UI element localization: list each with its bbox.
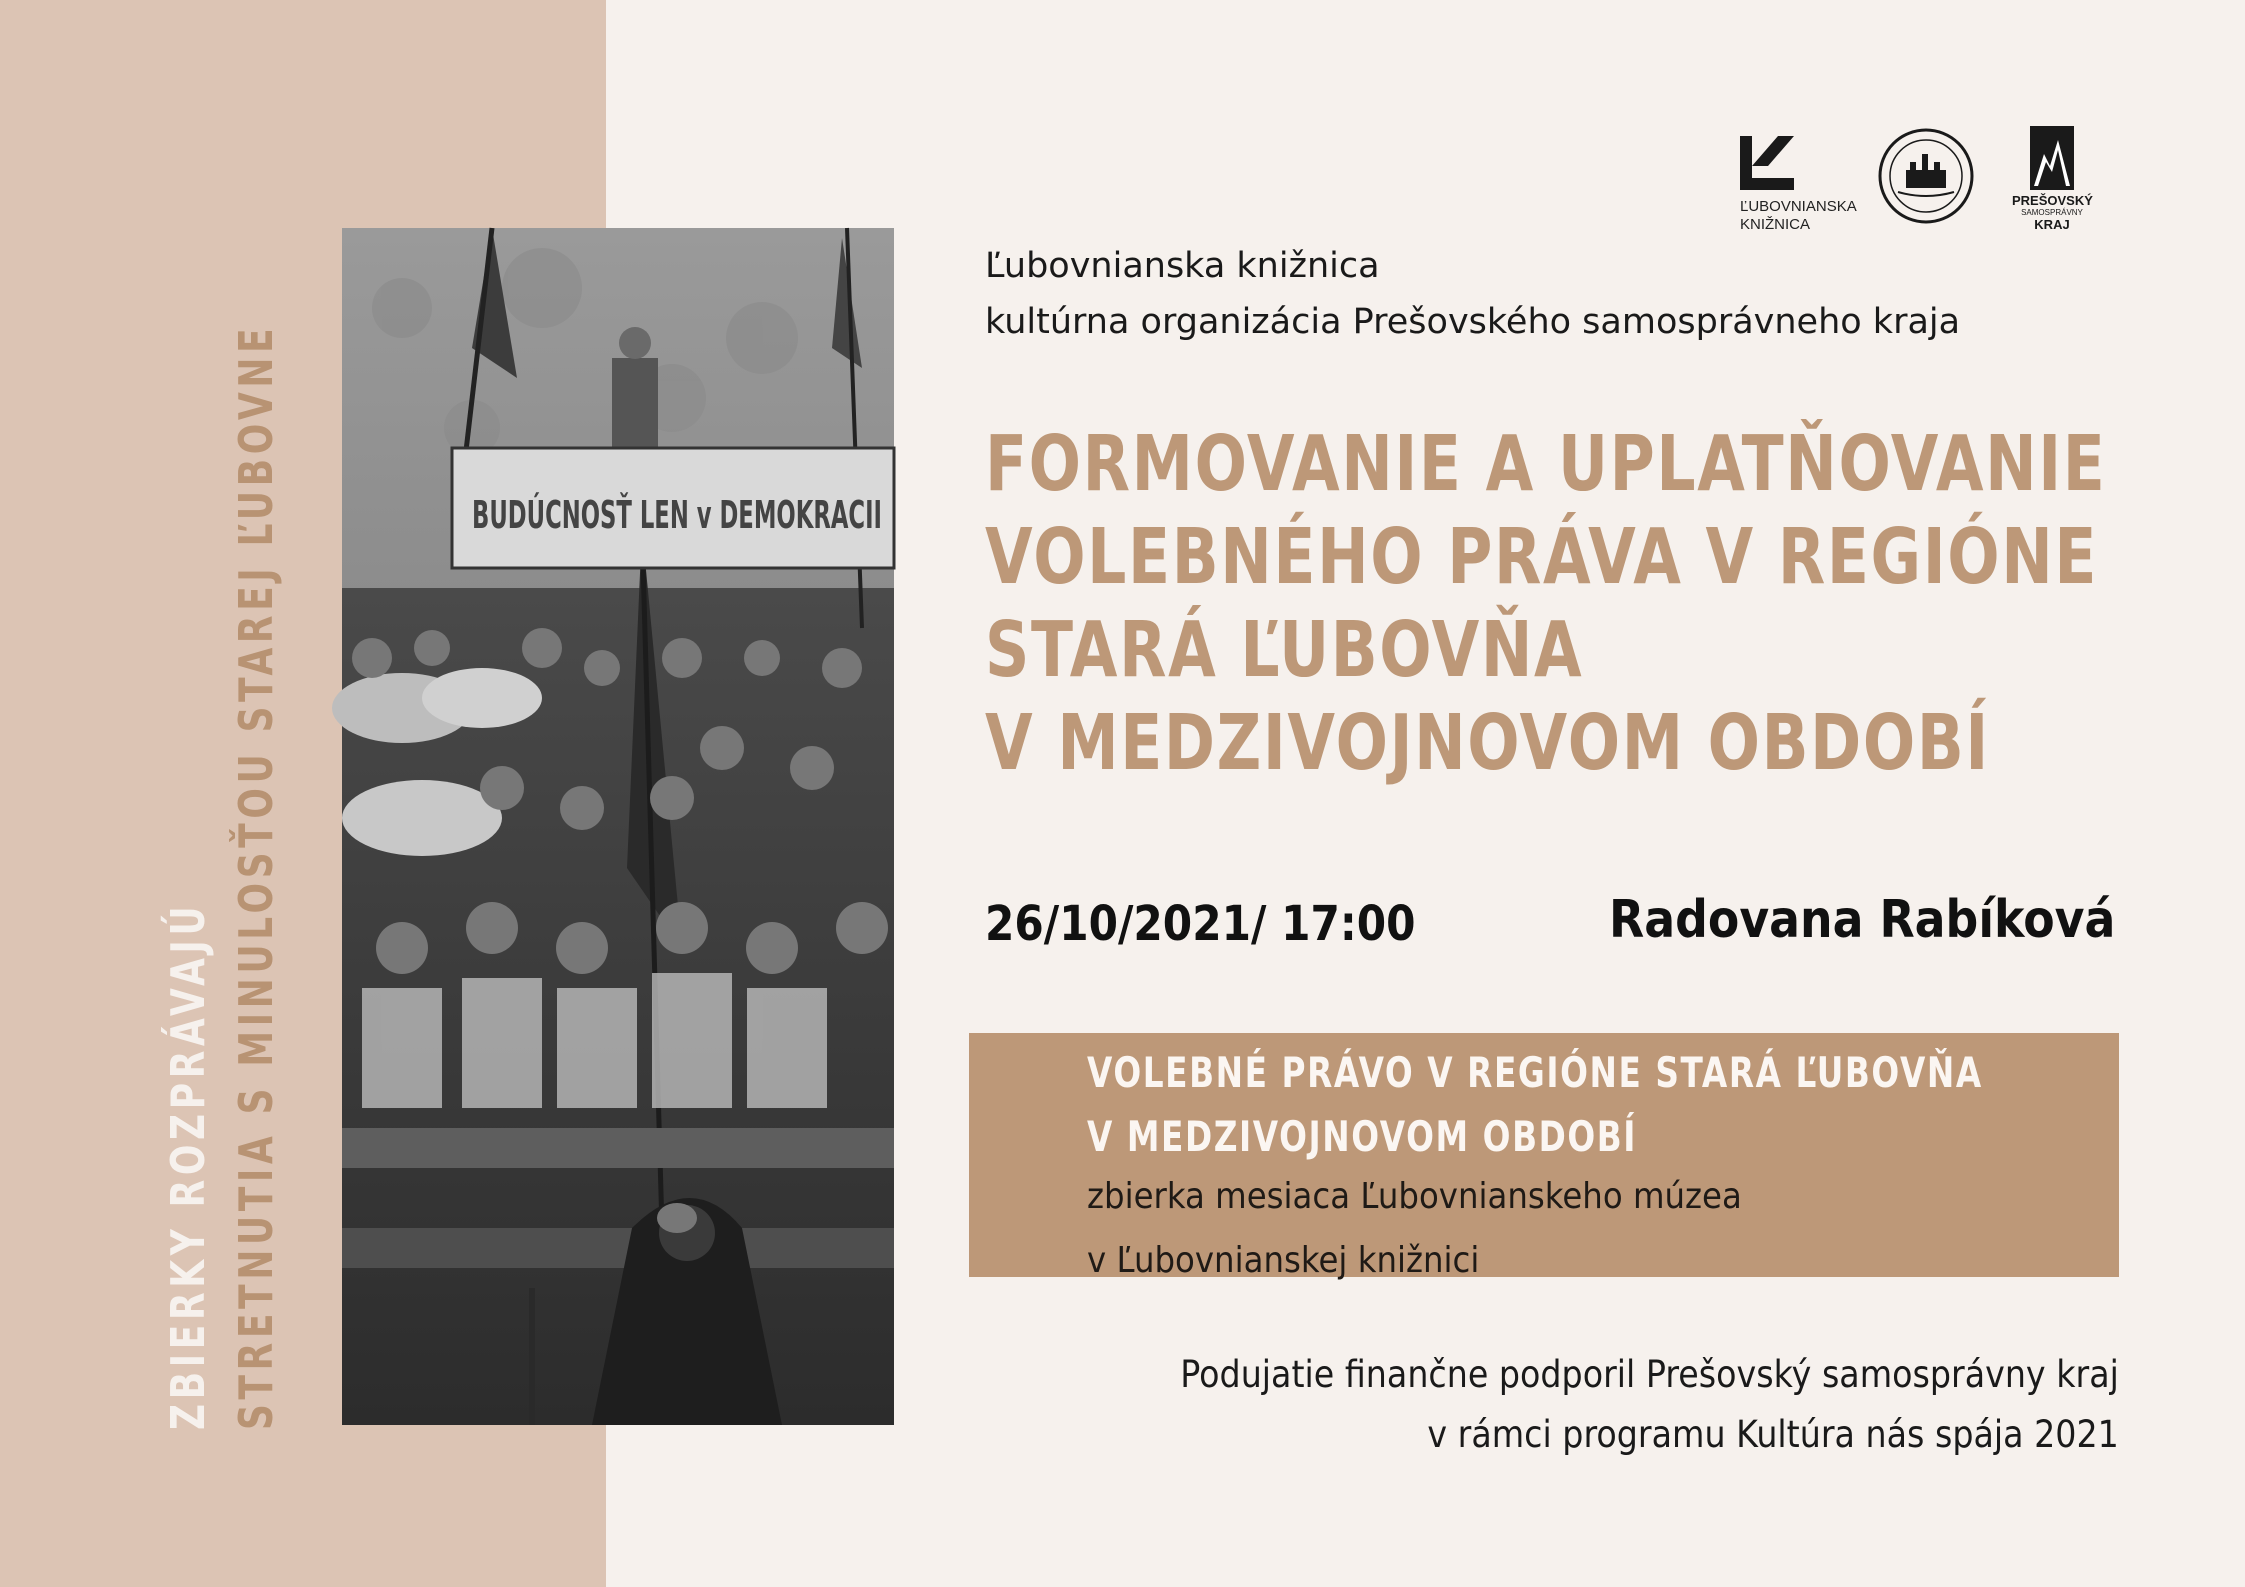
event-datetime: 26/10/2021/ 17:00 <box>985 896 1416 952</box>
organizer-description: kultúrna organizácia Prešovského samosprávneho kraja <box>985 302 1961 342</box>
mountain-crest-icon <box>2030 126 2074 190</box>
collection-subtitle-line-1: zbierka mesiaca Ľubovnianskeho múzea <box>1087 1176 1742 1217</box>
museum-logo <box>1876 126 1976 226</box>
library-logo-line1: ĽUBOVNIANSKA <box>1740 198 1857 215</box>
historical-photo <box>342 228 894 1425</box>
collection-title-line-1: VOLEBNÉ PRÁVO V REGIÓNE STARÁ ĽUBOVŇA <box>1087 1048 1983 1097</box>
vertical-series-title <box>161 323 283 1430</box>
banner-text: BUDÚCNOSŤ LEN v DEMOKRACII <box>472 493 882 537</box>
speaker-name: Radovana Rabíková <box>1608 890 2115 950</box>
title-line-1: FORMOVANIE A UPLATŇOVANIE <box>985 420 2107 509</box>
title-line-4: V MEDZIVOJNOVOM OBDOBÍ <box>985 699 1990 788</box>
collection-info-box <box>969 1033 2119 1281</box>
collection-title-line-2: V MEDZIVOJNOVOM OBDOBÍ <box>1087 1112 1638 1161</box>
funding-note-line-2: v rámci programu Kultúra nás spája 2021 <box>1427 1413 2119 1456</box>
library-logo <box>1740 136 1870 234</box>
kraj-logo <box>2012 126 2092 246</box>
kraj-logo-line1: PREŠOVSKÝ <box>2012 193 2093 208</box>
kraj-logo-line2: SAMOSPRÁVNY <box>2021 208 2083 217</box>
kraj-logo-line3: KRAJ <box>2034 217 2070 232</box>
library-k-icon <box>1740 136 1794 190</box>
series-subtitle: STRETNUTIA S MINULOSŤOU STAREJ ĽUBOVNE <box>229 323 283 1430</box>
collection-subtitle-line-2: v Ľubovnianskej knižnici <box>1087 1240 1480 1281</box>
funding-note <box>1180 1345 2119 1465</box>
collection-title <box>1087 1041 1983 1169</box>
title-line-2: VOLEBNÉHO PRÁVA V REGIÓNE <box>985 513 2099 602</box>
title-line-3: STARÁ ĽUBOVŇA <box>985 606 1584 695</box>
organizer <box>985 238 1960 350</box>
library-logo-line2: KNIŽNICA <box>1740 216 1811 233</box>
event-title <box>985 418 2107 790</box>
organizer-name: Ľubovnianska knižnica <box>985 246 1380 286</box>
collection-subtitle <box>1087 1165 1742 1293</box>
partner-logos <box>1740 126 2100 246</box>
funding-note-line-1: Podujatie finančne podporil Prešovský samosprávny kraj <box>1180 1353 2119 1396</box>
series-title: ZBIERKY ROZPRÁVAJÚ <box>161 901 215 1430</box>
castle-seal-icon <box>1876 126 1976 226</box>
